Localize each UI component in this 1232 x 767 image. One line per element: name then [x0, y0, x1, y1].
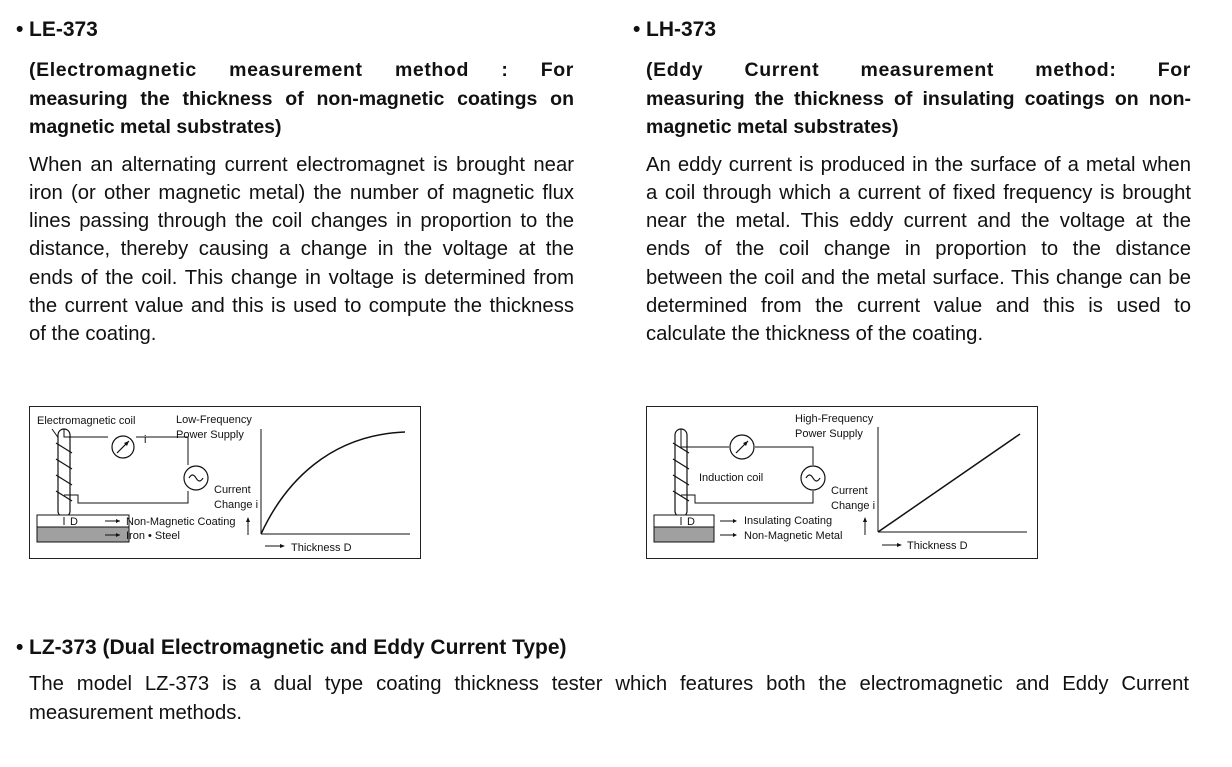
bullet: • [16, 18, 24, 41]
lz-373-heading-text: LZ-373 (Dual Electromagnetic and Eddy Current Type) [29, 636, 567, 659]
coil-core-icon [58, 429, 70, 517]
supply-label-1: Low-Frequency [176, 414, 252, 426]
current-change-label-1: Current [214, 484, 251, 496]
lh-373-heading [633, 14, 1178, 46]
x-axis-label: Thickness D [291, 542, 352, 554]
lz-373-section [16, 632, 1206, 728]
response-line [878, 434, 1020, 532]
eddy-current-method-diagram [646, 406, 1038, 559]
bullet: • [16, 636, 24, 659]
x-axis-label: Thickness D [907, 540, 968, 552]
le-373-model-name: LE-373 [29, 18, 98, 41]
coating-label: Insulating Coating [744, 515, 833, 527]
substrate-label: Iron • Steel [126, 530, 180, 542]
le-373-section [16, 0, 574, 349]
coating-label: Non-Magnetic Coating [126, 516, 236, 528]
gap-label: D [70, 516, 78, 528]
lh-373-subheading-line1: (Eddy Current measurement method: For [646, 59, 1191, 81]
supply-label-1: High-Frequency [795, 413, 874, 425]
lh-373-subheading-rest: measuring the thickness of insulating coatings on non-magnetic metal substrates) [646, 87, 1191, 138]
electromagnetic-method-diagram [29, 406, 421, 559]
lh-373-subheading [646, 56, 1191, 142]
current-change-label-2: Change i [214, 499, 259, 511]
lz-373-description: The model LZ-373 is a dual type coating thickness tester which features both the electromagnetic and Eddy Current measurement methods. [29, 673, 1189, 724]
current-change-label-1: Current [831, 485, 868, 497]
eddy-current-diagram-svg [647, 407, 1037, 558]
supply-label-2: Power Supply [795, 428, 863, 440]
coil-label: Induction coil [699, 472, 764, 484]
gap-label: D [687, 516, 695, 528]
le-373-heading [16, 14, 561, 46]
response-curve [261, 432, 405, 534]
le-373-description: When an alternating current electromagnet is brought near iron (or other magnetic metal) the number of magnetic flux lines passing through the coil changes in proportion to the distance, thereby causing a change in the voltage at the ends of the coil. This change in voltage is determined from the current value and this is used to compute the thickness of the coating. [29, 153, 574, 346]
le-373-subheading [29, 56, 574, 142]
lh-373-model-name: LH-373 [646, 18, 717, 41]
current-change-label-2: Change i [831, 500, 876, 512]
le-373-subheading-rest: measuring the thickness of non-magnetic coatings on magnetic metal substrates) [29, 87, 574, 138]
coating-layer [654, 515, 714, 527]
supply-label-2: Power Supply [176, 429, 244, 441]
electromagnetic-diagram-svg [30, 407, 420, 558]
substrate-label: Non-Magnetic Metal [744, 530, 843, 542]
lz-373-heading [16, 632, 1206, 664]
substrate-layer [654, 527, 714, 542]
lh-373-description: An eddy current is produced in the surface of a metal when a coil through which a current of fixed frequency is brought near the metal. This eddy current and the voltage at the ends of the coil change in proportion to the distance between the coil and the metal surface. This change can be determined from the current value and this is used to calculate the thickness of the coating. [646, 153, 1191, 346]
le-373-subheading-line1: (Electromagnetic measurement method : For [29, 59, 574, 81]
current-symbol: i [144, 434, 147, 446]
coil-label: Electromagnetic coil [37, 415, 136, 427]
bullet: • [633, 18, 641, 41]
lh-373-section [633, 0, 1191, 349]
